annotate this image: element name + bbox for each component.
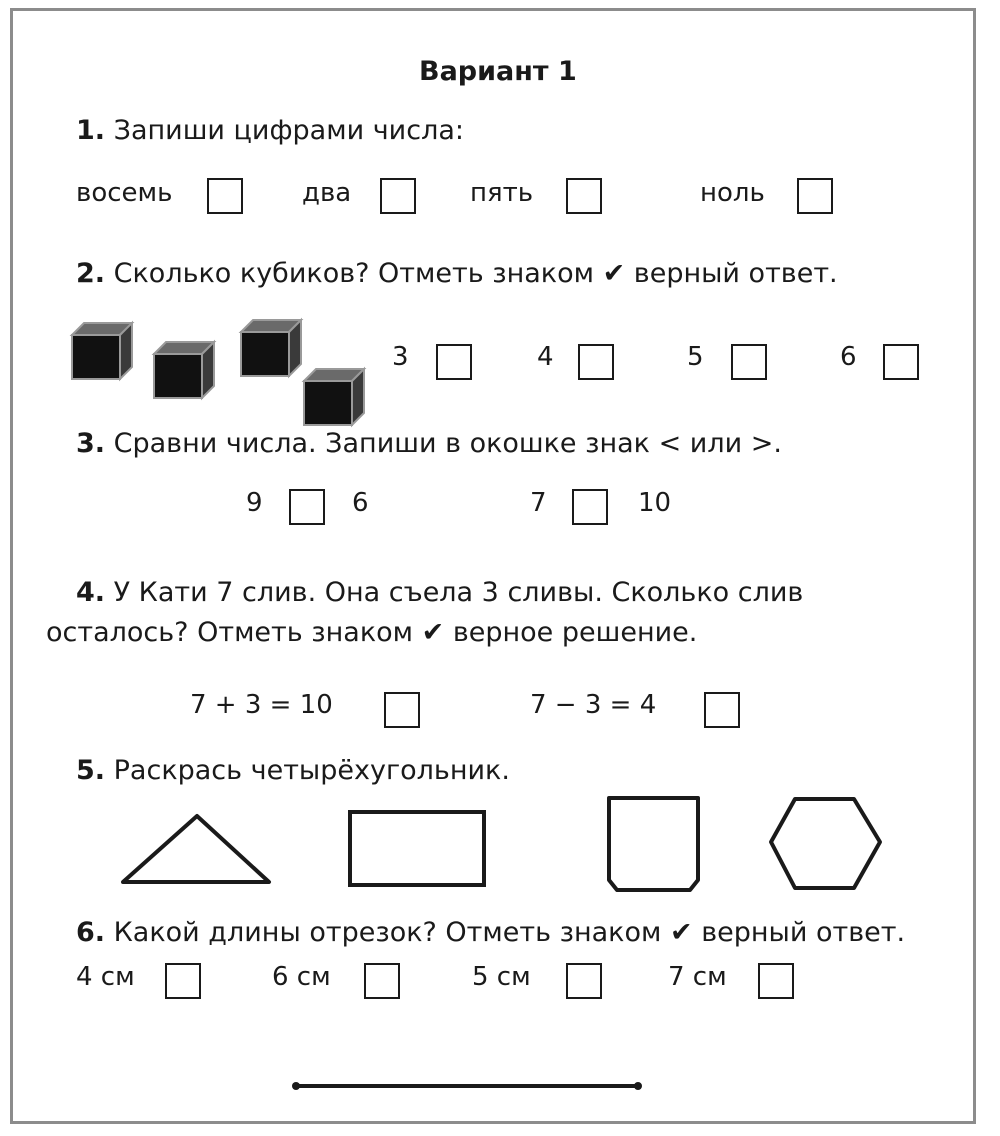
task6-option-box-3[interactable] bbox=[758, 963, 794, 999]
task5-number: 5. bbox=[76, 755, 106, 786]
task4-line1 bbox=[76, 577, 803, 608]
task1-text: Запиши цифрами числа: bbox=[113, 115, 464, 146]
task1-answer-box-0[interactable] bbox=[207, 178, 243, 214]
task2-option-label-3: 6 bbox=[840, 342, 857, 372]
task5-heading bbox=[76, 755, 510, 786]
task3-pair0-right: 6 bbox=[352, 488, 369, 518]
task6-option-label-3: 7 см bbox=[668, 962, 727, 992]
task2-text-before: Сколько кубиков? Отметь знаком bbox=[113, 258, 594, 289]
check-mark-icon: ✔ bbox=[602, 258, 626, 289]
task1-answer-box-2[interactable] bbox=[566, 178, 602, 214]
task4-text-line2-before: осталось? Отметь знаком bbox=[46, 617, 414, 648]
task4-option-label-1: 7 − 3 = 4 bbox=[530, 690, 657, 720]
task3-text: Сравни числа. Запиши в окошке знак < или >. bbox=[113, 428, 782, 459]
task2-option-box-3[interactable] bbox=[883, 344, 919, 380]
measure-segment bbox=[290, 1076, 650, 1096]
task1-label-0: восемь bbox=[76, 178, 173, 208]
page-title: Вариант 1 bbox=[419, 56, 577, 87]
task2-option-label-1: 4 bbox=[537, 342, 554, 372]
rectangle-shape[interactable] bbox=[350, 812, 484, 885]
task3-pair1-right: 10 bbox=[638, 488, 672, 518]
cube-icon-1 bbox=[72, 323, 132, 379]
u-shape[interactable] bbox=[609, 798, 698, 890]
worksheet-page bbox=[10, 8, 976, 1124]
task1-answer-box-1[interactable] bbox=[380, 178, 416, 214]
task3-number: 3. bbox=[76, 428, 106, 459]
task6-option-label-1: 6 см bbox=[272, 962, 331, 992]
task6-text-before: Какой длины отрезок? Отметь знаком bbox=[113, 917, 662, 948]
shapes-row bbox=[0, 790, 900, 900]
task2-option-box-1[interactable] bbox=[578, 344, 614, 380]
task3-heading bbox=[76, 428, 782, 459]
task5-text: Раскрась четырёхугольник. bbox=[113, 755, 510, 786]
task1-label-2: пять bbox=[470, 178, 534, 208]
task3-compare-box-0[interactable] bbox=[289, 489, 325, 525]
cubes-illustration bbox=[68, 315, 388, 425]
task3-compare-box-1[interactable] bbox=[572, 489, 608, 525]
hexagon-shape[interactable] bbox=[771, 799, 880, 888]
task6-option-label-2: 5 см bbox=[472, 962, 531, 992]
task1-number: 1. bbox=[76, 115, 106, 146]
cube-icon-3 bbox=[241, 320, 301, 376]
task1-label-1: два bbox=[302, 178, 352, 208]
task2-option-box-0[interactable] bbox=[436, 344, 472, 380]
task4-line2 bbox=[46, 617, 697, 648]
cube-icon-4 bbox=[304, 369, 364, 425]
task4-number: 4. bbox=[76, 577, 106, 608]
task2-number: 2. bbox=[76, 258, 106, 289]
task4-text-line2-after: верное решение. bbox=[452, 617, 698, 648]
task6-number: 6. bbox=[76, 917, 106, 948]
task1-label-3: ноль bbox=[700, 178, 765, 208]
task2-option-label-2: 5 bbox=[687, 342, 704, 372]
task4-option-label-0: 7 + 3 = 10 bbox=[190, 690, 333, 720]
task6-text-after: верный ответ. bbox=[701, 917, 906, 948]
triangle-shape[interactable] bbox=[123, 816, 269, 882]
task4-text-line1: У Кати 7 слив. Она съела 3 сливы. Сколько слив bbox=[113, 577, 804, 608]
task6-option-label-0: 4 см bbox=[76, 962, 135, 992]
task2-option-label-0: 3 bbox=[392, 342, 409, 372]
task6-option-box-1[interactable] bbox=[364, 963, 400, 999]
task4-option-box-0[interactable] bbox=[384, 692, 420, 728]
check-mark-icon: ✔ bbox=[421, 617, 445, 648]
task1-answer-box-3[interactable] bbox=[797, 178, 833, 214]
task1-heading bbox=[76, 115, 464, 146]
task3-pair0-left: 9 bbox=[246, 488, 263, 518]
task3-pair1-left: 7 bbox=[530, 488, 547, 518]
task6-heading bbox=[76, 917, 905, 948]
task4-option-box-1[interactable] bbox=[704, 692, 740, 728]
task2-option-box-2[interactable] bbox=[731, 344, 767, 380]
task2-text-after: верный ответ. bbox=[633, 258, 838, 289]
cube-icon-2 bbox=[154, 342, 214, 398]
task2-heading bbox=[76, 258, 838, 289]
check-mark-icon: ✔ bbox=[669, 917, 693, 948]
task6-option-box-0[interactable] bbox=[165, 963, 201, 999]
task6-option-box-2[interactable] bbox=[566, 963, 602, 999]
